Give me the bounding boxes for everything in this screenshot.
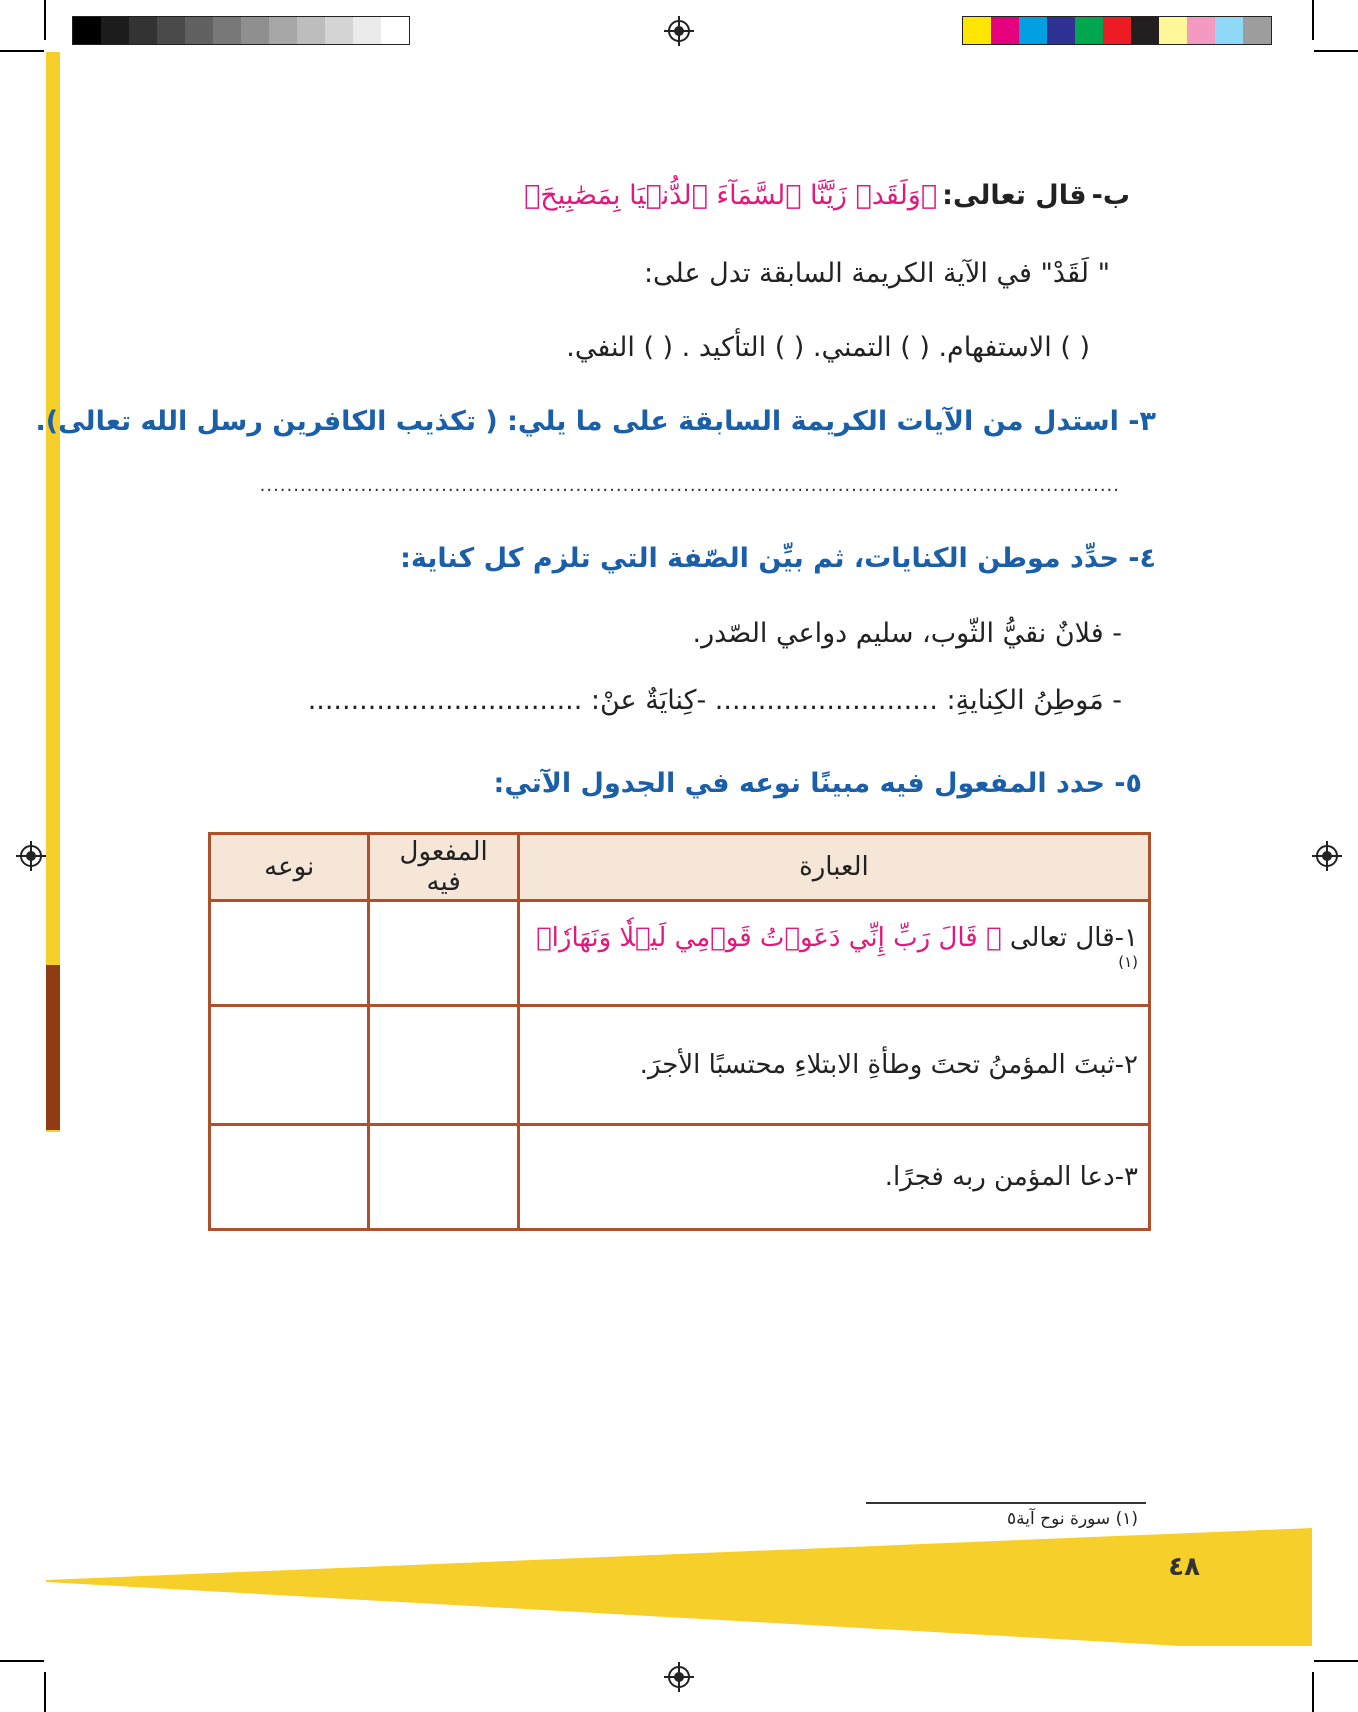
row-3-expression: ٣-دعا المؤمن ربه فجرًا. [518,1125,1149,1230]
section-b-prefix: ب- [1091,180,1130,211]
table-row [210,1125,1150,1230]
page-number: ٤٨ [1168,1552,1200,1582]
registration-mark-icon [1316,845,1338,867]
section-b-lead: قال تعالى: [942,180,1087,211]
row-1-verse: ﴿ قَالَ رَبِّ إِنِّي دَعَوۡتُ قَوۡمِي لَيۡلٗا وَنَهَارٗا﴾ [536,922,1002,953]
row-2-type-cell[interactable] [210,1006,369,1125]
left-brown-edge [46,965,60,1130]
bottom-yellow-band [0,1520,1358,1670]
header-expression: العبارة [518,834,1149,901]
footnote-ref: (١) [1118,952,1138,971]
section-b-line [524,180,1130,211]
crop-mark [1312,0,1314,40]
gray-calibration-strip [72,16,410,45]
question-4: ٤- حدِّد موطن الكنايات، ثم بيِّن الصّفة التي تلزم كل كناية: [400,543,1156,574]
question-5: ٥- حدد المفعول فيه مبينًا نوعه في الجدول الآتي: [493,768,1142,799]
row-2-expression: ٢-ثبتَ المؤمنُ تحتَ وطأةِ الابتلاءِ محتسبًا الأجرَ. [518,1006,1149,1125]
row-1-maful-fihi-cell[interactable] [369,901,518,1006]
section-b-options: ( ) الاستفهام. ( ) التمني. ( ) التأكيد . ( ) النفي. [566,332,1090,363]
crop-mark [44,0,46,40]
maful-fihi-table [208,832,1151,1231]
registration-mark-icon [20,845,42,867]
section-b-question: " لَقَدْ" في الآية الكريمة السابقة تدل على: [643,258,1110,289]
kinaya-answer-line: - مَوطِنُ الكِنايةِ: .......................... -كِنايَةٌ عنْ: ................................ [307,685,1122,716]
kinaya-example: - فلانٌ نقيُّ الثّوب، سليم دواعي الصّدر. [692,618,1122,649]
crop-mark [1312,1672,1314,1712]
crop-mark [44,1672,46,1712]
row-3-type-cell[interactable] [210,1125,369,1230]
registration-mark-icon [668,20,690,42]
row-1-type-cell[interactable] [210,901,369,1006]
footnote-text: (١) سورة نوح آية٥ [1007,1509,1138,1529]
verse-text: ﴿وَلَقَدۡ زَيَّنَّا ٱلسَّمَآءَ ٱلدُّنۡيَا بِمَصَٰبِيحَ﴾ [524,180,938,211]
color-calibration-strip [962,16,1272,45]
footnote-divider [866,1502,1146,1504]
question-3: ٣- استدل من الآيات الكريمة السابقة على ما يلي: ( تكذيب الكافرين رسل الله تعالى). [35,406,1156,437]
row-1-expression [518,901,1149,1006]
table-row [210,1006,1150,1125]
header-type: نوعه [210,834,369,901]
row-1-prefix: ١-قال تعالى [1009,922,1138,953]
table-row [210,901,1150,1006]
crop-mark [0,50,44,52]
header-maful-fihi: المفعول فيه [369,834,518,901]
table-header-row [210,834,1150,901]
answer-dotted-line: ................................................................................................................................ [259,475,1120,496]
row-3-maful-fihi-cell[interactable] [369,1125,518,1230]
crop-mark [1314,50,1358,52]
row-2-maful-fihi-cell[interactable] [369,1006,518,1125]
